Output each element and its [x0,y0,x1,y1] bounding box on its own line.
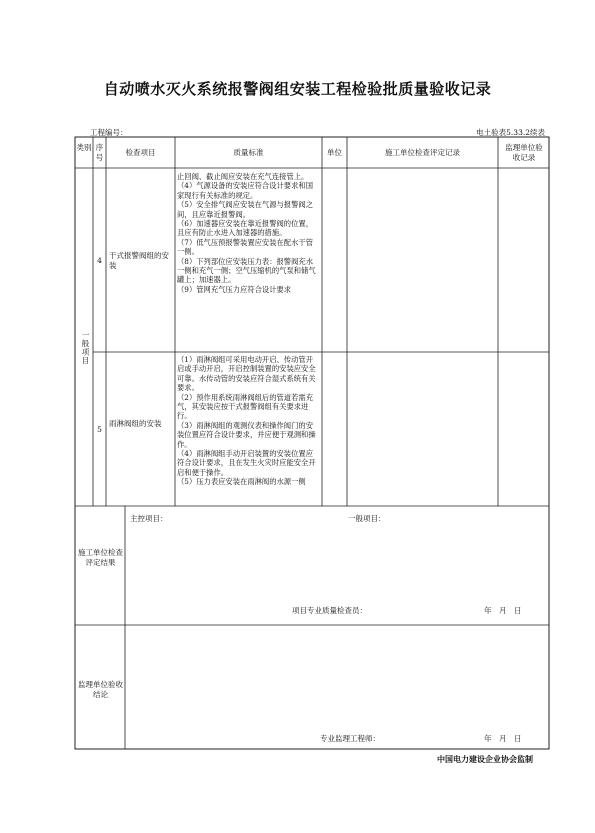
row-4-standard: 止回阀、截止阀应安装在充气连接管上。 （4）气源设备的安装应符合设计要求和国家现行有关标准的规定。 （5）安全排气阀应安装在气源与报警阀之间，且应靠近报警阀。 （6）加速器应安装在靠近报警阀的位置，且应有防止水进入加速器的措施。 （7）低气压预报警装置应安装在配水干管一侧。 （8）下列部位应安装压力表：报警阀充水一侧和充气一侧；空气压缩机的气泵和储气罐上；加速器上。 （9）管网充气压力应符合设计要求 [177,172,316,294]
row-4-seq: 4 [97,256,102,265]
main-items-label: 主控项目： [130,514,168,523]
header-unit: 单位 [327,148,342,157]
footer-issuer: 中国电力建设企业协会监制 [437,755,533,764]
quality-inspector-label: 项目专业质量检查员： [292,606,367,615]
header-item: 检查项目 [125,148,156,157]
row-5-standard: （1）雨淋阀组可采用电动开启、传动管开启或手动开启，开启控制装置的安装应安全可靠。水传动管的安装应符合湿式系统有关要求。 （2）预作用系统雨淋阀组后的管道若需充气，其安装应按干式报警阀组有关要求进行。 （3）雨淋阀组的观测仪表和操作阀门的安装位置应符合设计要求，并应便于观测和操作。 （4）雨淋阀组手动开启装置的安装位置应符合设计要求，且在发生火灾时应能安全开启和便于操作。 （5）压力表应安装在雨淋阀的水源一侧 [177,355,316,487]
header-category: 类别 [76,143,92,152]
form-title: 自动喷水灭火系统报警阀组安装工程检验批质量验收记录 [103,80,492,98]
header-seq: 序号 [95,143,104,162]
row-5-seq: 5 [97,425,102,434]
header-construction-record: 施工单位检查评定记录 [385,148,460,157]
header-standard: 质量标准 [233,148,264,157]
supervision-conclusion-label: 监理单位验收结论 [78,680,123,699]
category-general-items: 一般项目 [81,331,90,365]
row-4-item: 干式报警阀组的安装 [109,251,169,270]
supervision-date-label: 年 月 日 [484,734,522,743]
project-number-label: 工程编号： [90,128,128,137]
form-number: 电土验表5.33.2续表 [476,128,545,137]
row-5-item: 雨淋阀组的安装 [109,419,162,428]
construction-date-label: 年 月 日 [484,606,522,615]
general-items-label: 一般项目： [348,514,386,523]
header-supervision-record: 监理单位验收记录 [505,143,543,162]
supervision-engineer-label: 专业监理工程师： [320,734,380,743]
construction-result-label: 施工单位检查评定结果 [78,548,123,567]
